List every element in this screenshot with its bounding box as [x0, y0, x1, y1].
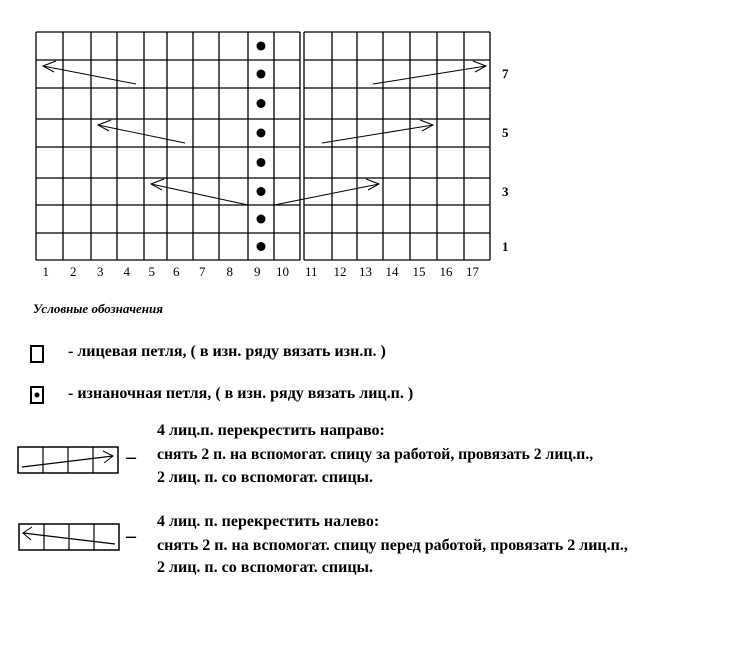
- purl-stitch-dot: [257, 99, 266, 108]
- cable-arrow-left: [43, 66, 136, 84]
- arrow-head-icon: [420, 120, 433, 131]
- row-label: 1: [502, 238, 509, 254]
- legend-purl-text: - изнаночная петля, ( в изн. ряду вязать лиц.п. ): [68, 385, 414, 402]
- cable-arrow-right: [373, 66, 486, 84]
- column-label: 3: [97, 264, 104, 279]
- column-label: 16: [439, 264, 453, 279]
- purl-stitch-dot: [257, 42, 266, 51]
- cable-arrow-right: [274, 184, 379, 205]
- column-label: 8: [226, 264, 233, 279]
- knit-stitch-symbol: [31, 346, 43, 362]
- column-label: 10: [276, 264, 289, 279]
- cross-left-dash: –: [126, 525, 136, 547]
- arrow-head-icon: [151, 179, 164, 190]
- legend-title: Условные обозначения: [33, 301, 163, 316]
- cross-right-title: 4 лиц.п. перекрестить направо:: [157, 422, 385, 439]
- column-label: 6: [173, 264, 180, 279]
- cable-arrow-right: [322, 125, 433, 143]
- column-label: 9: [254, 264, 261, 279]
- cross-right-line2: снять 2 п. на вспомогат. спицу за работой, провязать 2 лиц.п.,: [157, 446, 594, 463]
- purl-stitch-dot: [257, 187, 266, 196]
- column-label: 17: [466, 264, 479, 279]
- arrow-head-icon: [473, 61, 486, 72]
- arrow-head-icon: [43, 61, 56, 72]
- column-label: 7: [199, 264, 206, 279]
- column-label: 5: [148, 264, 155, 279]
- column-label: 15: [412, 264, 426, 279]
- row-label: 7: [502, 66, 509, 81]
- row-label: 3: [502, 183, 509, 199]
- legend-knit-text: - лицевая петля, ( в изн. ряду вязать изн.п. ): [68, 343, 386, 360]
- purl-stitch-dot: [257, 242, 266, 251]
- column-label: 11: [305, 264, 318, 279]
- cross-left-line3: 2 лиц. п. со вспомогат. спицы.: [157, 559, 374, 576]
- arrow-head-icon: [366, 179, 379, 190]
- column-label: 2: [70, 264, 77, 279]
- purl-stitch-dot: [257, 129, 266, 138]
- purl-stitch-dot: [257, 215, 266, 224]
- arrow-head-icon: [98, 120, 111, 131]
- column-label: 1: [42, 264, 49, 279]
- column-label: 14: [385, 264, 399, 279]
- column-label: 12: [333, 264, 347, 279]
- purl-stitch-dot: [257, 70, 266, 79]
- column-label: 13: [359, 264, 372, 279]
- cable-arrow-left: [151, 184, 248, 205]
- row-label: 5: [502, 125, 509, 140]
- cable-arrow-left: [98, 125, 185, 143]
- cross-left-title: 4 лиц. п. перекрестить налево:: [157, 513, 380, 530]
- cross-left-line2: снять 2 п. на вспомогат. спицу перед работой, провязать 2 лиц.п.,: [157, 537, 628, 554]
- column-label: 4: [123, 264, 130, 279]
- cross-right-line3: 2 лиц. п. со вспомогат. спицы.: [157, 469, 374, 486]
- purl-dot-icon: [35, 393, 40, 398]
- purl-stitch-dot: [257, 158, 266, 167]
- cross-right-dash: –: [126, 446, 136, 468]
